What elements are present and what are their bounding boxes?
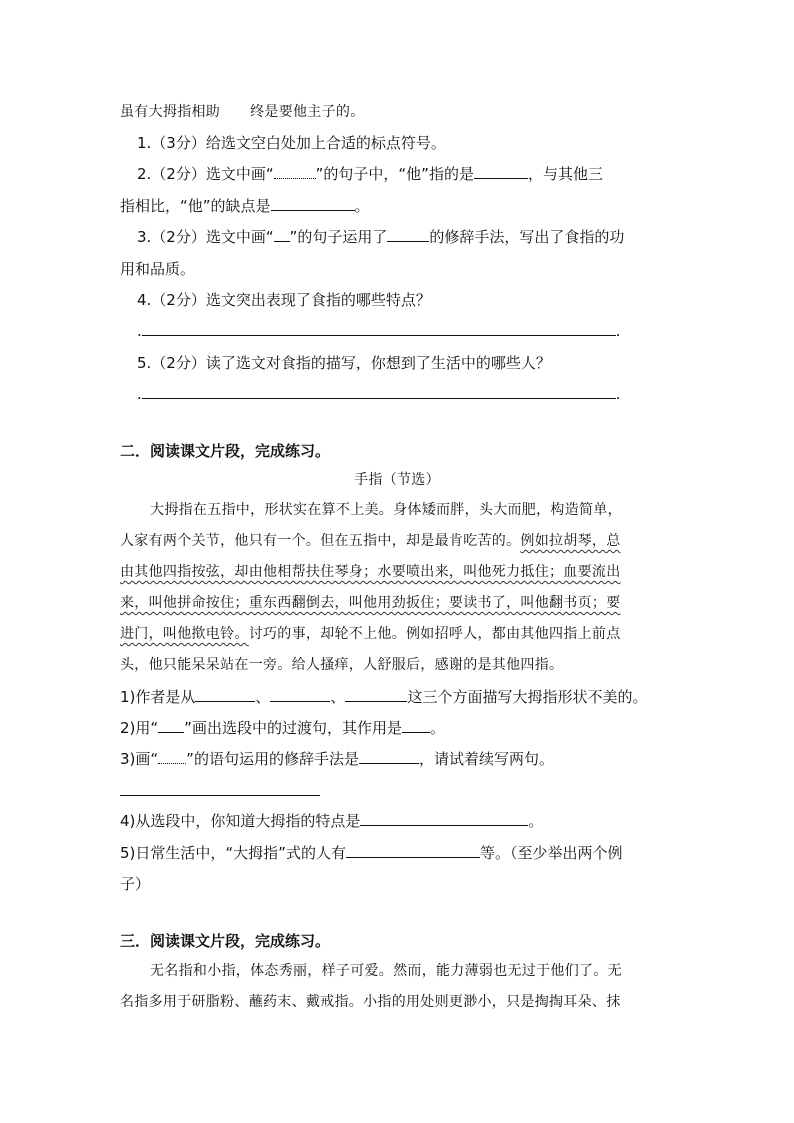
s2-question-5: 5)日常生活中，“大拇指”式的人有 等。（至少举出两个例 [120,844,623,862]
s1-q3-rhetoric-blank[interactable] [387,226,429,242]
passage-line-5: 进门，叫他揿电铃。讨巧的事，却轮不上他。例如招呼人，都由其他四指上前点 [120,626,621,642]
s1-q2-answer-blank[interactable] [474,163,528,179]
s2-question-4: 4)从选段中，你知道大拇指的特点是 。 [120,812,544,830]
s1-q2-mark-blank [274,163,316,179]
s2-q1-blank-1[interactable] [195,686,255,702]
s1-q4-answer-line[interactable]: . . [137,322,621,340]
s1-question-4: 4.（2分）选文突出表现了食指的哪些特点？ [137,291,431,309]
carry-over-text-b: 终是要他主子的。 [250,104,365,120]
passage-line-2: 人家有两个关节，他只有一个。但在五指中，却是最肯吃苦的。例如拉胡琴，总 [120,533,621,549]
carry-over-line [120,101,365,123]
s1-question-3-cont: 用和品质。 [120,260,196,278]
s3-passage-line-1: 无名指和小指，体态秀丽，样子可爱。然而，能力薄弱也无过于他们了。无 [150,963,622,979]
s1-q3-mark-blank [274,226,290,242]
s2-q3-answer-line[interactable] [120,795,320,796]
passage-line-3: 由其他四指按弦，却由他相帮扶住琴身；水要喷出来，叫他死力抵住；血要流出 [120,564,621,580]
passage-line-6: 头，他只能呆呆站在一旁。给人搔痒，人舒服后，感谢的是其他四指。 [120,657,564,673]
passage-title: 手指（节选） [354,472,440,488]
s2-question-5-cont: 子） [120,875,151,893]
passage-line-4: 来，叫他拼命按住；重东西翻倒去，叫他用劲扳住；要读书了，叫他翻书页；要 [120,595,621,611]
s1-question-1: 1.（3分）给选文空白处加上合适的标点符号。 [137,134,446,152]
s2-question-2: 2)用“ ”画出选段中的过渡句，其作用是 。 [120,719,445,737]
section-2-title: 二．阅读课文片段，完成练习。 [120,442,331,460]
passage-line-1: 大拇指在五指中，形状实在算不上美。身体矮而胖，头大而肥，构造简单， [150,502,622,518]
section-3-title: 三．阅读课文片段，完成练习。 [120,932,331,950]
s1-question-5: 5.（2分）读了选文对食指的描写，你想到了生活中的哪些人？ [137,354,551,372]
s2-q4-blank[interactable] [360,810,528,826]
carry-over-text-a: 虽有大拇指相助 [120,104,221,120]
s3-passage-line-2: 名指多用于研脂粉、蘸药末、戴戒指。小指的用处则更渺小，只是掏掏耳朵、抹 [120,994,621,1010]
s1-q5-answer-line[interactable]: . . [137,385,621,403]
s2-q3-blank[interactable] [359,748,419,764]
s1-question-2: 2.（2分）选文中画“ ”的句子中，“他”指的是 ，与其他三 [137,165,603,183]
s1-question-2-cont: 指相比，“他”的缺点是 。 [120,197,370,215]
s2-question-1: 1)作者是从 、 、 这三个方面描写大拇指形状不美的。 [120,688,648,706]
s2-q5-blank[interactable] [346,842,480,858]
s1-question-3: 3.（2分）选文中画“ ”的句子运用了 的修辞手法，写出了食指的功 [137,228,625,246]
wavy-underlined-text: 例如拉胡琴，总 [520,533,621,549]
s2-question-3: 3)画“ ”的语句运用的修辞手法是 ，请试着续写两句。 [120,750,554,768]
s2-q2-blank[interactable] [402,717,430,733]
s2-q1-blank-3[interactable] [345,686,407,702]
s2-q1-blank-2[interactable] [270,686,330,702]
s1-q2-shortcoming-blank[interactable] [271,195,355,211]
